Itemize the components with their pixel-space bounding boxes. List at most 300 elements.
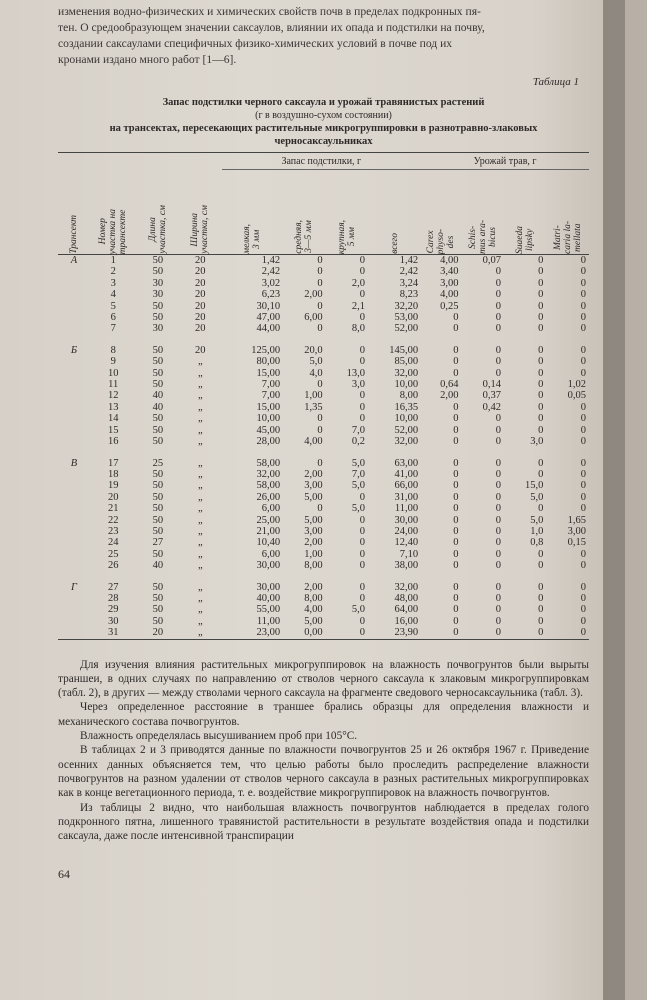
cell-plot-number: 31	[107, 627, 119, 639]
cell-plot-number: 10	[107, 367, 119, 379]
cell-litter-small: 3,02	[261, 277, 281, 289]
cell-litter-total: 2,42	[399, 266, 419, 278]
cell-litter-total: 52,00	[394, 323, 419, 335]
cell-plot-length: 40	[152, 560, 164, 572]
body-paragraph: Из таблицы 2 видно, что наибольшая влажность почвогрунтов наблюдается в пределах голого подкронного пятна, лишенного травянистой растительности в результате воздействия опада и подстилки саксаула, даже после интенсивной транспирации	[58, 801, 589, 843]
table-row	[58, 492, 589, 503]
cell-litter-medium: 2,00	[304, 289, 323, 301]
cell-yield-carex: 0	[453, 480, 459, 492]
cell-litter-medium: 2,00	[304, 468, 323, 480]
cell-litter-large: 5,0	[351, 604, 366, 616]
cell-yield-matricaria: 0	[580, 367, 586, 379]
cell-yield-carex: 0,64	[440, 379, 459, 391]
cell-plot-length: 50	[152, 436, 164, 448]
cell-litter-small: 15,00	[256, 367, 281, 379]
header-litter-group: Запас подстилки, г	[222, 153, 422, 170]
cell-plot-width: „	[197, 525, 203, 537]
cell-litter-small: 7,00	[261, 390, 281, 402]
cell-litter-large: 2,0	[351, 277, 366, 289]
cell-litter-small: 55,00	[256, 604, 281, 616]
header-litter-large: крупная, 5 мм	[326, 170, 368, 255]
cell-litter-large: 3,0	[351, 379, 366, 391]
cell-plot-length: 50	[152, 424, 164, 436]
cell-yield-suaeda: 0	[538, 457, 544, 469]
cell-yield-matricaria: 0	[580, 356, 586, 368]
cell-yield-matricaria: 0	[580, 457, 586, 469]
cell-yield-suaeda: 5,0	[530, 514, 544, 526]
cell-litter-small: 26,00	[256, 491, 281, 503]
cell-litter-large: 0	[359, 344, 366, 356]
cell-litter-medium: 4,00	[304, 436, 323, 448]
cell-yield-matricaria: 0	[580, 266, 586, 278]
cell-transect: В	[70, 457, 78, 469]
cell-plot-width: „	[197, 560, 203, 572]
cell-transect	[58, 560, 90, 571]
cell-plot-length: 50	[152, 255, 164, 266]
cell-litter-medium: 1,35	[304, 401, 323, 413]
cell-plot-width: 20	[195, 312, 206, 324]
table-row	[58, 560, 589, 571]
cell-transect: Б	[70, 344, 78, 356]
cell-yield-matricaria: 0	[580, 560, 586, 572]
data-table	[58, 152, 589, 640]
cell-litter-small: 6,00	[261, 503, 281, 515]
cell-yield-suaeda: 0	[538, 356, 544, 368]
cell-yield-matricaria: 0	[580, 503, 586, 515]
cell-yield-matricaria: 3,00	[567, 525, 586, 537]
cell-litter-small: 58,00	[256, 457, 281, 469]
cell-litter-large: 0	[359, 560, 366, 572]
cell-litter-total: 12,40	[394, 537, 419, 549]
cell-plot-number: 11	[108, 379, 119, 391]
table-row	[58, 436, 589, 447]
cell-plot-number: 12	[107, 390, 119, 402]
cell-litter-medium: 3,00	[304, 480, 323, 492]
header-litter-small: мелкая, 3 мм	[222, 170, 284, 255]
cell-yield-schismus: 0	[495, 560, 501, 572]
cell-yield-carex: 0	[453, 525, 459, 537]
cell-litter-large: 0	[359, 491, 366, 503]
cell-yield-suaeda: 0	[538, 413, 544, 425]
cell-plot-length: 50	[152, 615, 164, 627]
cell-yield-matricaria: 0	[580, 255, 586, 266]
cell-plot-length: 50	[152, 379, 164, 391]
cell-yield-schismus: 0	[495, 615, 501, 627]
cell-litter-large: 0	[359, 615, 366, 627]
cell-yield-schismus: 0	[495, 424, 501, 436]
cell-litter-total: 41,00	[394, 468, 419, 480]
table-row	[58, 616, 589, 627]
cell-yield-suaeda: 0	[538, 367, 544, 379]
table-row	[58, 425, 589, 436]
cell-yield-matricaria: 0	[580, 480, 586, 492]
cell-litter-total: 85,00	[394, 356, 419, 368]
cell-litter-small: 125,00	[251, 344, 281, 356]
cell-yield-schismus: 0,37	[482, 390, 501, 402]
table-row	[58, 356, 589, 367]
cell-litter-total: 32,00	[394, 581, 419, 593]
cell-litter-total: 8,23	[399, 289, 419, 301]
cell-yield-suaeda: 0	[538, 379, 544, 391]
cell-plot-width: 20	[195, 323, 206, 335]
cell-litter-small: 58,00	[256, 480, 281, 492]
cell-plot-width: „	[197, 581, 203, 593]
cell-plot-number: 18	[107, 468, 119, 480]
table-title	[58, 96, 589, 148]
cell-litter-small: 6,23	[261, 289, 281, 301]
cell-yield-carex: 0	[453, 424, 459, 436]
cell-plot-length: 50	[152, 367, 164, 379]
cell-plot-length: 50	[152, 356, 164, 368]
header-plot-width: Ширина участка, см	[179, 153, 221, 255]
cell-plot-width: „	[197, 615, 203, 627]
cell-transect	[58, 413, 90, 424]
cell-plot-number: 4	[110, 289, 116, 301]
body-paragraph: Через определенное расстояние в траншее брались образцы для определения влажности и механического состава почвогрунтов.	[58, 701, 589, 728]
cell-plot-number: 19	[107, 480, 119, 492]
cell-yield-carex: 2,00	[440, 390, 459, 402]
cell-litter-medium: 0	[317, 277, 323, 289]
cell-transect	[58, 616, 90, 627]
table-row	[58, 278, 589, 289]
cell-yield-carex: 0	[453, 436, 459, 448]
cell-yield-matricaria: 0,05	[567, 390, 586, 402]
table-title-line: Запас подстилки черного саксаула и урожай травянистых растений	[162, 97, 485, 108]
cell-transect	[58, 289, 90, 300]
cell-litter-total: 145,00	[389, 344, 419, 356]
intro-line: создании саксаулами специфичных физико-химических условий в почве под их	[58, 37, 453, 50]
cell-litter-medium: 2,00	[304, 581, 323, 593]
cell-plot-length: 50	[152, 468, 164, 480]
cell-transect	[58, 469, 90, 480]
cell-yield-matricaria: 1,02	[567, 379, 586, 391]
cell-yield-matricaria: 0	[580, 401, 586, 413]
cell-yield-schismus: 0	[495, 627, 501, 639]
cell-litter-medium: 20,0	[304, 344, 323, 356]
cell-yield-carex: 0	[453, 367, 459, 379]
cell-plot-width: „	[197, 627, 203, 639]
cell-transect	[58, 278, 90, 289]
cell-litter-medium: 8,00	[304, 592, 323, 604]
cell-yield-schismus: 0	[495, 537, 501, 549]
cell-yield-carex: 0	[453, 344, 459, 356]
cell-yield-carex: 0	[453, 537, 459, 549]
table-row	[58, 289, 589, 300]
cell-yield-suaeda: 0	[538, 468, 544, 480]
cell-litter-medium: 5,00	[304, 514, 323, 526]
cell-yield-schismus: 0	[495, 436, 501, 448]
cell-yield-matricaria: 0	[580, 468, 586, 480]
cell-yield-schismus: 0	[495, 367, 501, 379]
cell-plot-length: 50	[152, 592, 164, 604]
cell-transect	[58, 436, 90, 447]
cell-litter-medium: 0	[317, 255, 323, 266]
cell-litter-total: 31,00	[394, 491, 419, 503]
cell-litter-medium: 0	[317, 300, 323, 312]
cell-litter-total: 66,00	[394, 480, 419, 492]
header-yield-suaeda: Suaeda lipsky	[504, 170, 546, 255]
cell-litter-total: 23,90	[394, 627, 419, 639]
intro-paragraph	[58, 4, 589, 68]
cell-plot-width: „	[197, 356, 203, 368]
cell-litter-total: 16,00	[394, 615, 419, 627]
cell-litter-total: 63,00	[394, 457, 419, 469]
table-row	[58, 572, 589, 593]
cell-litter-large: 2,1	[351, 300, 366, 312]
cell-litter-small: 32,00	[256, 468, 281, 480]
cell-yield-carex: 0	[453, 401, 459, 413]
cell-plot-number: 9	[110, 356, 116, 368]
cell-plot-length: 50	[152, 514, 164, 526]
cell-litter-medium: 5,00	[304, 491, 323, 503]
cell-plot-width: 20	[195, 277, 206, 289]
body-paragraph: Влажность определялась высушиванием проб при 105°С.	[80, 730, 358, 743]
cell-yield-schismus: 0	[495, 266, 501, 278]
cell-yield-carex: 0	[453, 627, 459, 639]
cell-yield-carex: 0	[453, 356, 459, 368]
table-row	[58, 469, 589, 480]
cell-yield-schismus: 0	[495, 480, 501, 492]
cell-plot-length: 50	[152, 581, 164, 593]
cell-plot-width: „	[197, 436, 203, 448]
cell-litter-large: 13,0	[346, 367, 366, 379]
cell-plot-number: 13	[107, 401, 119, 413]
cell-litter-total: 32,00	[394, 367, 419, 379]
cell-litter-small: 44,00	[256, 323, 281, 335]
cell-litter-small: 80,00	[256, 356, 281, 368]
cell-yield-carex: 0	[453, 503, 459, 515]
cell-litter-medium: 3,00	[304, 525, 323, 537]
cell-yield-matricaria: 0	[580, 436, 586, 448]
cell-yield-carex: 0	[453, 548, 459, 560]
cell-yield-matricaria: 0	[580, 615, 586, 627]
cell-transect	[58, 492, 90, 503]
cell-transect	[58, 503, 90, 514]
cell-litter-large: 0	[359, 289, 366, 301]
cell-litter-large: 0	[359, 356, 366, 368]
cell-yield-suaeda: 15,0	[525, 480, 544, 492]
cell-litter-medium: 6,00	[304, 312, 323, 324]
cell-litter-large: 0	[359, 255, 366, 266]
cell-yield-carex: 3,00	[440, 277, 459, 289]
cell-plot-width: „	[197, 592, 203, 604]
cell-litter-large: 0	[359, 390, 366, 402]
table-title-units: (г в воздушно-сухом состоянии)	[255, 110, 392, 121]
cell-yield-suaeda: 0	[538, 604, 544, 616]
header-plot-number: Номер участка на трансекте	[90, 153, 137, 255]
cell-transect	[58, 549, 90, 560]
cell-yield-suaeda: 0	[538, 323, 544, 335]
cell-litter-large: 0	[359, 514, 366, 526]
cell-litter-small: 2,42	[261, 266, 281, 278]
cell-litter-large: 5,0	[351, 457, 366, 469]
cell-litter-medium: 2,00	[304, 537, 323, 549]
cell-plot-length: 50	[152, 525, 164, 537]
cell-yield-carex: 0	[453, 468, 459, 480]
cell-yield-schismus: 0	[495, 592, 501, 604]
cell-litter-small: 1,42	[261, 255, 281, 266]
table-row	[58, 549, 589, 560]
cell-plot-width: „	[197, 468, 203, 480]
cell-litter-small: 15,00	[256, 401, 281, 413]
cell-yield-suaeda: 0	[538, 289, 544, 301]
table-row	[58, 368, 589, 379]
cell-litter-large: 5,0	[351, 480, 366, 492]
cell-plot-width: „	[197, 491, 203, 503]
cell-plot-number: 30	[107, 615, 119, 627]
cell-litter-small: 40,00	[256, 592, 281, 604]
cell-litter-small: 28,00	[256, 436, 281, 448]
table-title-line: на трансектах, пересекающих растительные микрогруппировки в разнотравно-злаковых	[109, 123, 538, 134]
cell-yield-schismus: 0	[495, 604, 501, 616]
cell-litter-large: 5,0	[351, 503, 366, 515]
cell-litter-medium: 5,00	[304, 615, 323, 627]
cell-transect	[58, 627, 90, 639]
cell-transect	[58, 604, 90, 615]
cell-yield-schismus: 0	[495, 548, 501, 560]
cell-yield-matricaria: 0	[580, 424, 586, 436]
cell-yield-schismus: 0	[495, 581, 501, 593]
cell-plot-width: „	[197, 390, 203, 402]
cell-plot-length: 30	[152, 277, 164, 289]
cell-plot-width: „	[197, 503, 203, 515]
cell-transect	[58, 537, 90, 548]
cell-yield-suaeda: 5,0	[530, 491, 544, 503]
header-yield-schismus: Schis- mus ara- bicus	[461, 170, 503, 255]
cell-transect	[58, 312, 90, 323]
cell-plot-width: 20	[195, 300, 206, 312]
cell-plot-number: 5	[110, 300, 116, 312]
cell-litter-small: 47,00	[256, 312, 281, 324]
cell-plot-number: 28	[107, 592, 119, 604]
cell-plot-width: 20	[195, 266, 206, 278]
cell-plot-width: „	[197, 514, 203, 526]
table-row	[58, 335, 589, 356]
table-row	[58, 413, 589, 424]
cell-plot-number: 3	[110, 277, 116, 289]
cell-transect	[58, 266, 90, 277]
header-plot-length: Длина участка, см	[137, 153, 179, 255]
cell-plot-width: 20	[195, 344, 206, 356]
cell-plot-number: 6	[110, 312, 116, 324]
cell-yield-matricaria: 0	[580, 581, 586, 593]
cell-litter-total: 64,00	[394, 604, 419, 616]
cell-plot-length: 20	[152, 627, 164, 639]
cell-yield-matricaria: 0	[580, 289, 586, 301]
cell-litter-small: 10,40	[256, 537, 281, 549]
cell-plot-width: „	[197, 367, 203, 379]
cell-litter-total: 52,00	[394, 424, 419, 436]
cell-litter-total: 10,00	[394, 413, 419, 425]
cell-yield-carex: 0	[453, 413, 459, 425]
cell-plot-length: 30	[152, 323, 164, 335]
cell-litter-total: 53,00	[394, 312, 419, 324]
cell-litter-small: 25,00	[256, 514, 281, 526]
table-row	[58, 526, 589, 537]
cell-litter-large: 0	[359, 413, 366, 425]
cell-litter-total: 32,00	[394, 436, 419, 448]
cell-litter-large: 0	[359, 266, 366, 278]
cell-yield-schismus: 0	[495, 525, 501, 537]
cell-plot-width: „	[197, 424, 203, 436]
cell-yield-matricaria: 0	[580, 312, 586, 324]
cell-yield-schismus: 0	[495, 344, 501, 356]
cell-plot-length: 50	[152, 491, 164, 503]
cell-yield-suaeda: 0	[538, 627, 544, 639]
cell-litter-medium: 4,00	[304, 604, 323, 616]
cell-plot-width: „	[197, 604, 203, 616]
cell-plot-length: 40	[152, 390, 164, 402]
cell-transect	[58, 379, 90, 390]
table-title-line: черносаксаульниках	[274, 136, 373, 147]
cell-litter-medium: 0,00	[304, 627, 323, 639]
cell-yield-carex: 0	[453, 604, 459, 616]
cell-litter-small: 30,00	[256, 581, 281, 593]
cell-plot-length: 50	[152, 300, 164, 312]
body-text	[58, 658, 589, 844]
cell-plot-length: 50	[152, 312, 164, 324]
cell-yield-carex: 0	[453, 312, 459, 324]
table-row	[58, 301, 589, 312]
cell-transect: А	[70, 255, 78, 266]
table-row	[58, 593, 589, 604]
table-row	[58, 266, 589, 277]
cell-transect	[58, 390, 90, 401]
cell-yield-suaeda: 0,8	[530, 537, 544, 549]
page-number: 64	[58, 867, 70, 882]
cell-litter-total: 10,00	[394, 379, 419, 391]
cell-yield-matricaria: 0	[580, 344, 586, 356]
cell-yield-matricaria: 0	[580, 323, 586, 335]
cell-transect	[58, 301, 90, 312]
cell-litter-medium: 0	[317, 424, 323, 436]
cell-litter-medium: 0	[317, 266, 323, 278]
cell-litter-large: 8,0	[351, 323, 366, 335]
cell-plot-length: 50	[152, 413, 164, 425]
cell-plot-length: 27	[152, 537, 164, 549]
cell-yield-matricaria: 0	[580, 604, 586, 616]
cell-yield-matricaria: 0	[580, 413, 586, 425]
cell-yield-suaeda: 0	[538, 548, 544, 560]
table-row	[58, 480, 589, 491]
cell-yield-carex: 0	[453, 615, 459, 627]
cell-transect	[58, 480, 90, 491]
cell-yield-matricaria: 0	[580, 548, 586, 560]
cell-litter-small: 30,00	[256, 560, 281, 572]
cell-transect	[58, 593, 90, 604]
cell-plot-number: 16	[107, 436, 119, 448]
cell-plot-width: „	[197, 548, 203, 560]
body-paragraph: В таблицах 2 и 3 приводятся данные по влажности почвогрунтов 25 и 26 октября 1967 г. Приведение осенних данных объясняется тем, что целью работы было проследить распределение влажности почвогрунтов на разном удалении от стволов черного саксаула в разных растительных микрогруппировках как в конце вегетационного периода, т. е. воздействие микрогруппировок на влажность почвогрунтов.	[58, 744, 589, 800]
cell-transect	[58, 368, 90, 379]
cell-yield-schismus: 0	[495, 491, 501, 503]
cell-yield-suaeda: 1,0	[530, 525, 544, 537]
cell-plot-length: 30	[152, 289, 164, 301]
cell-plot-number: 29	[107, 604, 119, 616]
cell-litter-total: 1,42	[399, 255, 419, 266]
cell-yield-suaeda: 0	[538, 312, 544, 324]
cell-transect	[58, 515, 90, 526]
cell-plot-width: „	[197, 537, 203, 549]
cell-yield-carex: 4,00	[440, 289, 459, 301]
cell-plot-number: 24	[107, 537, 119, 549]
cell-plot-number: 1	[110, 255, 116, 266]
cell-yield-suaeda: 3,0	[530, 436, 544, 448]
cell-yield-matricaria: 0,15	[567, 537, 586, 549]
table-row	[58, 323, 589, 334]
intro-line: кронами издано много работ [1—6].	[58, 53, 237, 66]
cell-plot-number: 8	[110, 344, 116, 356]
